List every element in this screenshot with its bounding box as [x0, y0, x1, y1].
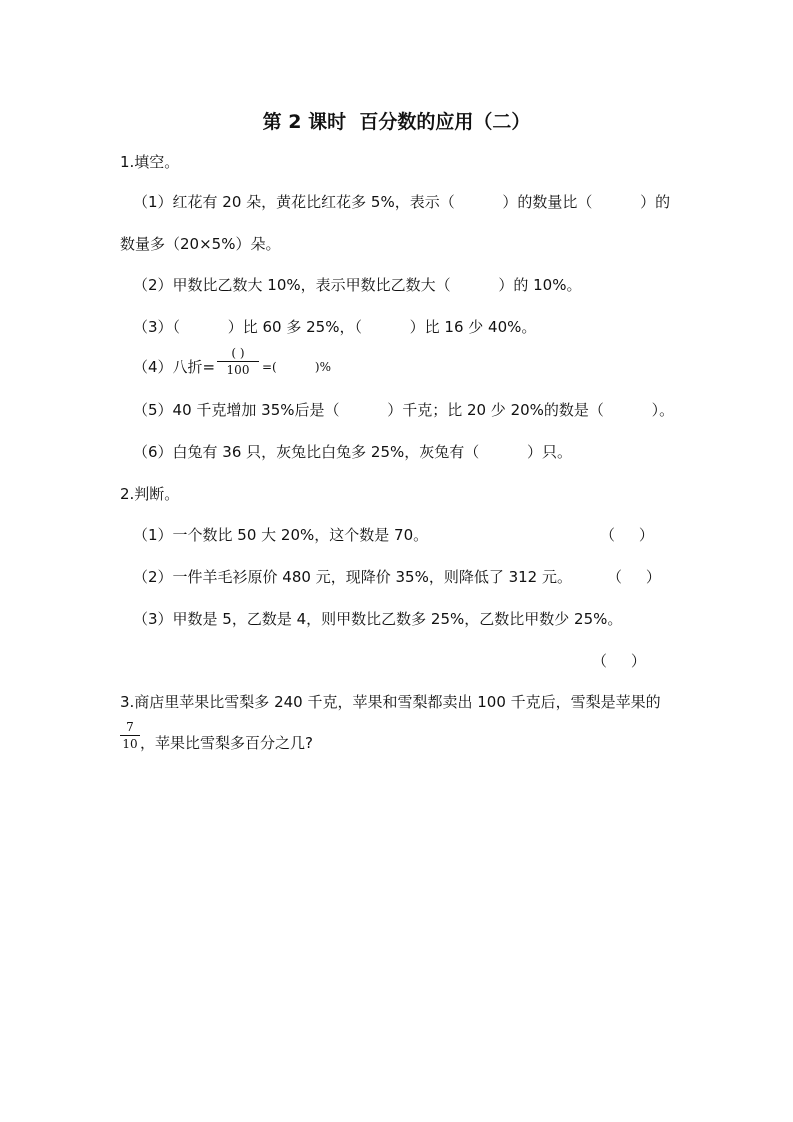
section3-frac-numerator: 7: [126, 720, 134, 734]
section3-line1: 3.商店里苹果比雪梨多 240 千克，苹果和雪梨都卖出 100 千克后，雪梨是苹果的: [120, 693, 661, 711]
section3-frac-denominator: 10: [122, 737, 138, 751]
q1-2: （2）甲数比乙数大 10%，表示甲数比乙数大（ ）的 10%。: [133, 276, 582, 294]
page-title: 第 2 课时 百分数的应用（二）: [262, 111, 531, 133]
q1-5: （5）40 千克增加 35%后是（ ）千克；比 20 少 20%的数是（ ）。: [133, 401, 675, 419]
q2-1-answer-paren: （ ）: [600, 526, 654, 544]
q1-1-line2: 数量多（20×5%）朵。: [120, 235, 281, 253]
q1-4-frac-numerator: ( ): [231, 346, 245, 360]
section3-fraction: [120, 720, 140, 751]
fraction-bar: [217, 361, 259, 362]
section1-heading: 1.填空。: [120, 153, 180, 171]
q2-3: （3）甲数是 5，乙数是 4，则甲数比乙数多 25%，乙数比甲数少 25%。: [133, 610, 623, 628]
q1-3: （3）（ ）比 60 多 25%，（ ）比 16 少 40%。: [133, 318, 537, 336]
section3-line2: ，苹果比雪梨多百分之几?: [140, 734, 313, 752]
q1-1-line1: （1）红花有 20 朵，黄花比红花多 5%，表示（ ）的数量比（ ）的: [133, 193, 671, 211]
q1-4-tail: =( )%: [262, 360, 331, 374]
q2-2-answer-paren: （ ）: [607, 568, 661, 586]
q2-3-answer-paren: （ ）: [592, 652, 646, 670]
q1-4-label: （4）八折=: [133, 358, 216, 376]
section2-heading: 2.判断。: [120, 485, 180, 503]
q1-4-fraction: [217, 346, 259, 377]
fraction-bar: [120, 735, 140, 736]
q1-4-frac-denominator: 100: [226, 363, 250, 377]
q2-2: （2）一件羊毛衫原价 480 元，现降价 35%，则降低了 312 元。: [133, 568, 572, 586]
q2-1: （1）一个数比 50 大 20%，这个数是 70。: [133, 526, 429, 544]
q1-6: （6）白兔有 36 只，灰兔比白兔多 25%，灰兔有（ ）只。: [133, 443, 572, 461]
